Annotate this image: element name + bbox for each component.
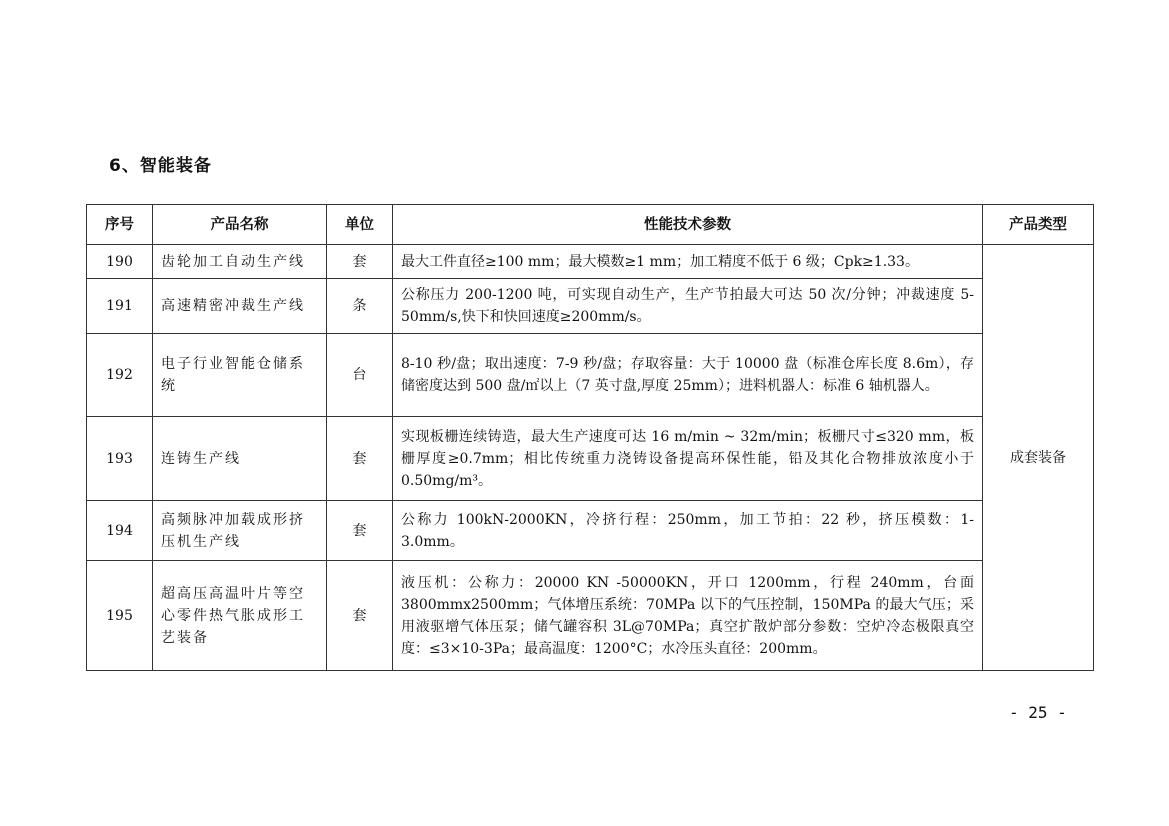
row-tech-params: 最大工件直径≥100 mm；最大模数≥1 mm；加工精度不低于 6 级；Cpk≥1.33。 [393, 245, 983, 279]
row-no: 192 [87, 334, 153, 417]
row-no: 191 [87, 279, 153, 334]
row-product-name: 电子行业智能仓储系统 [153, 334, 327, 417]
header-unit: 单位 [327, 205, 393, 245]
table-row [87, 501, 1094, 561]
header-tech-params: 性能技术参数 [393, 205, 983, 245]
row-unit: 套 [327, 417, 393, 501]
row-unit: 套 [327, 561, 393, 671]
row-no: 193 [87, 417, 153, 501]
row-no: 194 [87, 501, 153, 561]
product-spec-table [86, 204, 1094, 671]
row-tech-params: 公称力 100kN-2000KN，冷挤行程：250mm，加工节拍：22 秒，挤压模数：1-3.0mm。 [393, 501, 983, 561]
row-product-name: 高频脉冲加载成形挤压机生产线 [153, 501, 327, 561]
row-product-name: 超高压高温叶片等空心零件热气胀成形工艺装备 [153, 561, 327, 671]
header-product-name: 产品名称 [153, 205, 327, 245]
row-tech-params: 液压机：公称力：20000 KN -50000KN，开口 1200mm，行程 240mm，台面 3800mmx2500mm；气体增压系统：70MPa 以下的气压控制，150MPa 的最大气压；采用液驱增气体压泵；储气罐容积 3L@70MPa；真空扩散炉部分参数：空炉冷态极限真空度：≤3×10-3Pa；最高温度：1200°C；水冷压头直径：200mm。 [393, 561, 983, 671]
row-unit: 条 [327, 279, 393, 334]
table-row [87, 561, 1094, 671]
row-tech-params: 公称压力 200-1200 吨，可实现自动生产，生产节拍最大可达 50 次/分钟；冲裁速度 5-50mm/s,快下和快回速度≥200mm/s。 [393, 279, 983, 334]
table-header-row [87, 205, 1094, 245]
table-row [87, 279, 1094, 334]
row-tech-params: 实现板栅连续铸造，最大生产速度可达 16 m/min ~ 32m/min；板栅尺寸≤320 mm，板栅厚度≥0.7mm；相比传统重力浇铸设备提高环保性能，铅及其化合物排放浓度小于 0.50mg/m³。 [393, 417, 983, 501]
page-number: - 25 - [1009, 703, 1067, 722]
table-row [87, 417, 1094, 501]
row-product-category: 成套装备 [983, 245, 1094, 671]
row-product-name: 连铸生产线 [153, 417, 327, 501]
row-no: 190 [87, 245, 153, 279]
table-row [87, 334, 1094, 417]
section-heading: 6、智能装备 [109, 156, 212, 176]
row-product-name: 齿轮加工自动生产线 [153, 245, 327, 279]
row-unit: 台 [327, 334, 393, 417]
row-unit: 套 [327, 501, 393, 561]
table-row [87, 245, 1094, 279]
row-no: 195 [87, 561, 153, 671]
header-product-category: 产品类型 [983, 205, 1094, 245]
row-unit: 套 [327, 245, 393, 279]
header-no: 序号 [87, 205, 153, 245]
row-product-name: 高速精密冲裁生产线 [153, 279, 327, 334]
row-tech-params: 8-10 秒/盘；取出速度：7-9 秒/盘；存取容量：大于 10000 盘（标准仓库长度 8.6m），存储密度达到 500 盘/㎡以上（7 英寸盘,厚度 25mm）；进料机器人：标准 6 轴机器人。 [393, 334, 983, 417]
